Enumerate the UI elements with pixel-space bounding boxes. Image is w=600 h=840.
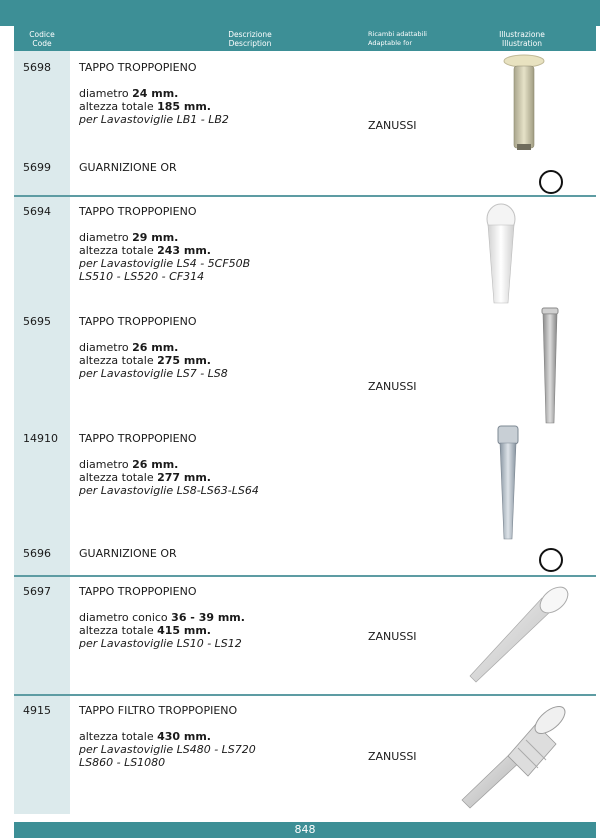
item-description [79, 585, 359, 650]
item-title: TAPPO TROPPOPIENO [79, 315, 197, 328]
item-code: 5696 [23, 547, 51, 560]
item-spec-value: 26 mm. [132, 341, 179, 354]
item-description [79, 161, 359, 174]
filter-cap-illustration [458, 700, 580, 812]
group-separator [14, 195, 596, 197]
header-code: Codice Code [29, 30, 55, 48]
item-spec-label: diametro conico [79, 611, 172, 624]
item-description [79, 205, 359, 283]
compat-brand: ZANUSSI [368, 380, 417, 393]
item-models: LS860 - LS1080 [79, 756, 166, 769]
item-models: per Lavastoviglie LS8-LS63-LS64 [79, 484, 259, 497]
compat-brand: ZANUSSI [368, 119, 417, 132]
header-adaptable: Ricambi adattabili Adaptable for [368, 30, 427, 47]
item-title: TAPPO FILTRO TROPPOPIENO [79, 704, 238, 717]
compat-brand: ZANUSSI [368, 630, 417, 643]
item-models: per Lavastoviglie LS4 - 5CF50B [79, 257, 251, 270]
item-code: 5697 [23, 585, 51, 598]
item-description [79, 704, 359, 769]
group-separator [14, 694, 596, 696]
item-spec-value: 415 mm. [157, 624, 211, 637]
item-title: TAPPO TROPPOPIENO [79, 432, 197, 445]
item-description [79, 547, 359, 560]
item-spec-label: altezza totale [79, 624, 158, 637]
item-title: TAPPO TROPPOPIENO [79, 585, 197, 598]
item-spec-value: 36 - 39 mm. [171, 611, 245, 624]
item-spec-value: 26 mm. [132, 458, 179, 471]
item-spec-label: altezza totale [79, 471, 158, 484]
page-footer [14, 822, 596, 838]
item-title: GUARNIZIONE OR [79, 547, 177, 560]
item-code: 5699 [23, 161, 51, 174]
overflow-cap-illustration [480, 199, 522, 309]
item-spec-label: altezza totale [79, 354, 158, 367]
item-spec-value: 185 mm. [157, 100, 211, 113]
o-ring-illustration [536, 167, 566, 197]
item-spec-label: altezza totale [79, 100, 158, 113]
item-code: 5695 [23, 315, 51, 328]
item-spec-label: diametro [79, 458, 133, 471]
header-illustration: Illustrazione Illustration [499, 30, 545, 48]
item-spec-label: diametro [79, 341, 133, 354]
item-description [79, 61, 359, 126]
item-spec-label: altezza totale [79, 730, 158, 743]
overflow-cap-illustration [498, 54, 550, 154]
o-ring-illustration [536, 545, 566, 575]
item-title: GUARNIZIONE OR [79, 161, 177, 174]
item-spec-value: 29 mm. [132, 231, 179, 244]
item-spec-label: diametro [79, 87, 133, 100]
item-title: TAPPO TROPPOPIENO [79, 61, 197, 74]
item-spec-label: altezza totale [79, 244, 158, 257]
overflow-cap-illustration [494, 423, 522, 543]
item-code: 14910 [23, 432, 58, 445]
compat-brand: ZANUSSI [368, 750, 417, 763]
overflow-cap-illustration [466, 580, 578, 684]
item-code: 5694 [23, 205, 51, 218]
item-spec-value: 24 mm. [132, 87, 179, 100]
item-models: LS510 - LS520 - CF314 [79, 270, 205, 283]
top-banner [0, 0, 600, 26]
item-models: per Lavastoviglie LB1 - LB2 [79, 113, 229, 126]
header-description: Descrizione Description [228, 30, 272, 48]
overflow-cap-illustration [537, 305, 563, 427]
item-models: per Lavastoviglie LS480 - LS720 [79, 743, 256, 756]
code-band [14, 197, 70, 575]
item-description [79, 432, 359, 497]
table-header [14, 26, 596, 51]
item-spec-value: 277 mm. [157, 471, 211, 484]
item-spec-value: 430 mm. [157, 730, 211, 743]
group-separator [14, 575, 596, 577]
item-code: 5698 [23, 61, 51, 74]
item-models: per Lavastoviglie LS10 - LS12 [79, 637, 242, 650]
item-spec-label: diametro [79, 231, 133, 244]
item-title: TAPPO TROPPOPIENO [79, 205, 197, 218]
item-spec-value: 243 mm. [157, 244, 211, 257]
item-models: per Lavastoviglie LS7 - LS8 [79, 367, 228, 380]
page-number: 848 [294, 823, 316, 836]
item-code: 4915 [23, 704, 51, 717]
item-spec-value: 275 mm. [157, 354, 211, 367]
item-description [79, 315, 359, 380]
